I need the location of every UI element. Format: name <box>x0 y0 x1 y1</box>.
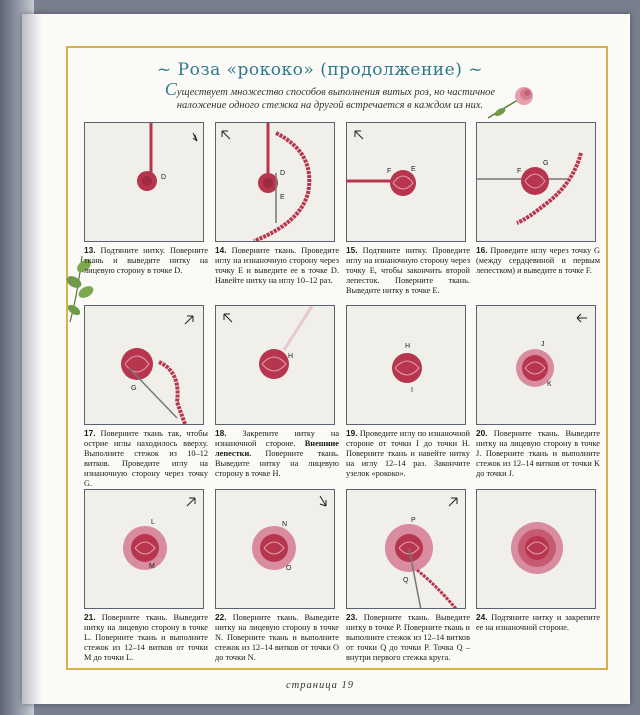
intro-text <box>150 79 510 112</box>
step-caption: 14. Поверните ткань. Проведите иглу на изнаночную сторону через точку E и выведите ее в точке D. Навейте нитку на иглу 10–12 раз. <box>215 245 340 285</box>
step-24 <box>476 489 600 633</box>
step-photo <box>84 305 204 425</box>
page-title: ~ Роза «рококо» (продолжение) ~ <box>157 60 483 80</box>
step-photo <box>346 122 466 242</box>
step-20 <box>476 305 601 479</box>
step-19 <box>346 305 471 479</box>
step-caption: 17. Поверните ткань так, чтобы острие иглы находилось вверху. Выполните стежок из 10–12 витков. Проведите иглу на изнаночную сторону через точку G. <box>84 428 209 488</box>
label-i: I <box>411 387 413 394</box>
step-13 <box>84 122 209 276</box>
intro-body: уществует множество способов выполнения витых роз, но частичное наложение одного стежка на другой встречается в каждом из них. <box>176 87 496 111</box>
step-caption: 18. Закрепите нитку на изнаночной стороне. Внешние лепестки. Поверните ткань. Выведите нитку на лицевую сторону в точке H. <box>215 428 340 478</box>
step-17 <box>84 305 209 489</box>
label-m: M <box>149 563 155 570</box>
step-22 <box>215 489 340 663</box>
step-photo <box>215 305 335 425</box>
label-h: H <box>288 353 294 360</box>
step-photo <box>215 489 335 609</box>
label-k: K <box>547 381 552 388</box>
step-photo <box>215 122 335 242</box>
label-d: D <box>161 174 167 181</box>
step-caption: 16. Проведите иглу через точку G (между сердцевиной и первым лепестком) и выведите в точке F. <box>476 245 600 275</box>
step-caption: 24. Подтяните нитку и закрепите ее на изнаночной стороне. <box>476 612 600 632</box>
step-caption: 22. Поверните ткань. Выведите нитку на лицевую сторону в точке N. Поверните ткань и выполните стежок из 12–14 витков от точки O до точки N. <box>215 612 340 662</box>
label-q: Q <box>403 577 409 584</box>
label-e: E <box>411 166 416 173</box>
step-caption: 20. Поверните ткань. Выведите нитку на лицевую сторону в точке J. Поверните ткань и выполните стежок из 12–14 витков от точки K до точки J. <box>476 428 601 478</box>
step-photo <box>476 305 596 425</box>
page-number: страница 19 <box>286 680 354 691</box>
step-caption: 19. Проведите иглу по изнаночной стороне от точки I до точки H. Поверните ткань и навейте нитку на иглу 12–14 раз. Закончите узелок «рококо». <box>346 428 471 478</box>
page-curl <box>22 14 42 704</box>
label-h: H <box>405 343 411 350</box>
label-n: N <box>282 521 288 528</box>
step-photo <box>346 305 466 425</box>
label-l: L <box>151 519 155 526</box>
step-photo <box>476 489 596 609</box>
label-d: D <box>280 170 286 177</box>
step-15 <box>346 122 471 296</box>
label-f: F <box>387 168 392 175</box>
intro-dropcap: С <box>164 79 177 99</box>
step-14 <box>215 122 340 286</box>
step-caption: 15. Подтяните нитку. Проведите иглу на изнаночную сторону через точку E, чтобы закончить второй лепесток. Поверните ткань. Выведите нитку в точке E. <box>346 245 471 295</box>
step-caption: 21. Поверните ткань. Выведите нитку на лицевую сторону в точке L. Поверните ткань и выполните стежок из 12–14 витков от точки M до точки L. <box>84 612 209 662</box>
step-caption: 23. Поверните ткань. Выведите нитку в точке P. Поверните ткань и выполните стежок из 12–14 витков от точки Q до точки P. Точка Q – внутри первого стежка круга. <box>346 612 471 662</box>
step-photo <box>346 489 466 609</box>
step-16 <box>476 122 600 276</box>
step-photo <box>84 122 204 242</box>
label-p: P <box>411 517 416 524</box>
label-e: E <box>280 194 285 201</box>
label-j: J <box>541 341 545 348</box>
label-o: O <box>286 565 292 572</box>
label-f: F <box>517 168 522 175</box>
label-g: G <box>543 160 549 167</box>
step-18 <box>215 305 340 479</box>
step-photo <box>84 489 204 609</box>
step-21 <box>84 489 209 663</box>
rose-illustration-icon <box>484 82 544 122</box>
step-caption: 13. Подтяните нитку. Поверните ткань и выведите нитку на лицевую сторону в точке D. <box>84 245 209 275</box>
step-23 <box>346 489 471 663</box>
step-photo <box>476 122 596 242</box>
label-g: G <box>131 385 137 392</box>
